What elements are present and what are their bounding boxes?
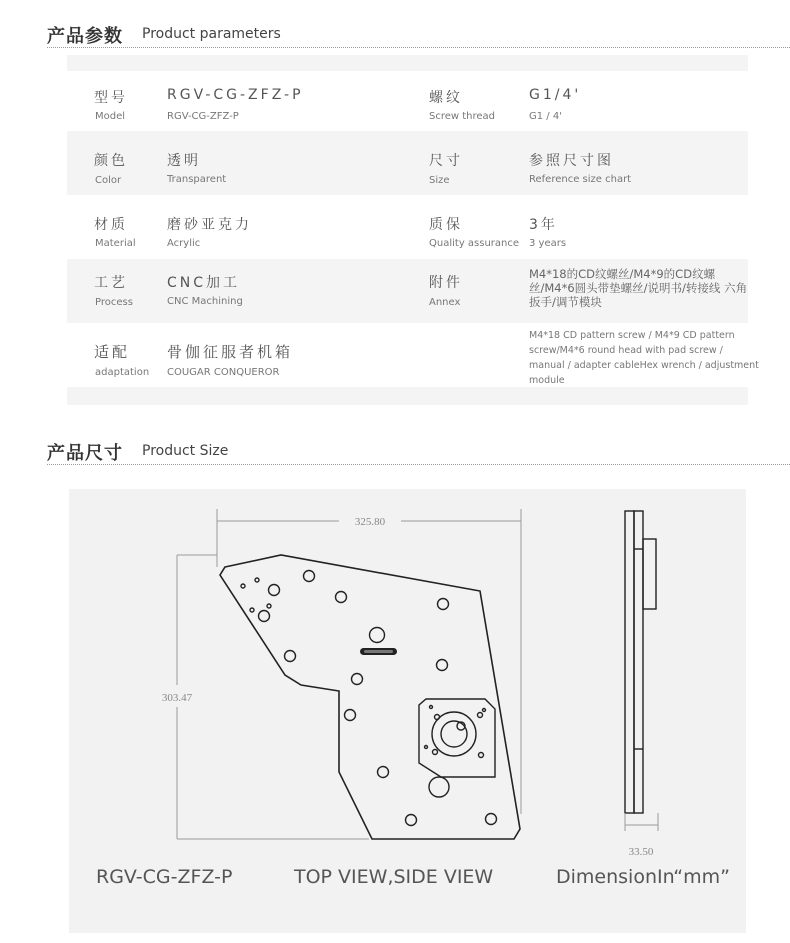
plate-holes	[241, 571, 497, 826]
value-warranty: 3年	[529, 217, 558, 233]
label-model-en: Model	[95, 111, 126, 122]
spec-row-material	[67, 195, 748, 259]
spec-row-model	[67, 71, 748, 131]
width-dimension-label: 325.80	[354, 516, 386, 528]
label-thread-en: Screw thread	[429, 111, 496, 122]
label-adaptation-zh: 适配	[94, 343, 131, 361]
height-dimension-label: 303.47	[161, 692, 193, 704]
spec-row-adaptation	[67, 323, 759, 387]
value-model: RGV-CG-ZFZ-P	[167, 87, 304, 103]
value-thread-en: G1 / 4'	[529, 111, 562, 122]
size-title-zh: 产品尺寸	[47, 443, 123, 464]
label-process-zh: 工艺	[94, 275, 128, 291]
value-process-en: CNC Machining	[167, 296, 243, 307]
label-process-en: Process	[95, 297, 133, 308]
label-thread-zh: 螺纹	[429, 90, 463, 106]
caption-views: TOP VIEW,SIDE VIEW	[294, 866, 494, 888]
value-model-en: RGV-CG-ZFZ-P	[167, 111, 239, 122]
label-warranty-zh: 质保	[429, 217, 463, 233]
pump-module	[419, 699, 495, 777]
label-warranty-en: Quality assurance	[429, 238, 520, 249]
width-dimension	[217, 509, 521, 814]
label-size-zh: 尺寸	[429, 153, 463, 169]
caption-model: RGV-CG-ZFZ-P	[96, 866, 233, 888]
label-adaptation-en: adaptation	[95, 367, 150, 378]
value-process: CNC加工	[167, 275, 241, 291]
value-color-en: Transparent	[167, 174, 227, 185]
plate-outline	[220, 555, 520, 839]
params-title-en: Product parameters	[142, 26, 281, 42]
params-divider	[47, 47, 790, 48]
depth-dimension-label: 33.50	[628, 846, 654, 858]
value-warranty-en: 3 years	[529, 238, 567, 249]
size-title-en: Product Size	[142, 443, 229, 459]
depth-dimension	[625, 813, 658, 831]
spec-bottom-band	[67, 387, 748, 405]
value-size-en: Reference size chart	[529, 174, 632, 185]
params-title-zh: 产品参数	[47, 26, 123, 47]
value-adaptation-en: COUGAR CONQUEROR	[167, 367, 280, 378]
label-color-zh: 颜色	[94, 153, 128, 169]
value-color: 透明	[167, 153, 201, 169]
value-annex-zh: M4*18的CD纹螺丝/M4*9的CD纹螺丝/M4*6圆头带垫螺丝/说明书/转接线 六角扳手/调节模块	[529, 267, 748, 309]
caption-units: DimensionIn“mm”	[556, 866, 730, 888]
label-material-en: Material	[95, 238, 136, 249]
label-annex-zh: 附件	[429, 275, 463, 291]
side-view	[625, 511, 656, 813]
label-model-zh: 型号	[94, 90, 128, 106]
size-header	[0, 437, 790, 467]
spec-row-color	[67, 131, 748, 195]
size-divider	[47, 464, 790, 465]
plate-slot-inner	[364, 650, 393, 653]
value-size: 参照尺寸图	[529, 153, 614, 169]
value-adaptation: 骨伽征服者机箱	[167, 343, 294, 361]
label-color-en: Color	[95, 175, 122, 186]
label-annex-en: Annex	[429, 297, 461, 308]
params-header	[0, 20, 790, 50]
spec-row-process	[67, 259, 748, 323]
label-material-zh: 材质	[94, 217, 128, 233]
value-thread: G1/4'	[529, 87, 582, 103]
spec-top-band	[67, 55, 748, 71]
value-annex-en: M4*18 CD pattern screw / M4*9 CD pattern screw/M4*6 round head with pad screw / manual / adapter cableHex wrench / adjustment module	[529, 330, 759, 386]
label-size-en: Size	[429, 175, 450, 186]
value-material: 磨砂亚克力	[167, 217, 252, 233]
value-material-en: Acrylic	[167, 238, 201, 249]
height-dimension	[177, 555, 369, 839]
